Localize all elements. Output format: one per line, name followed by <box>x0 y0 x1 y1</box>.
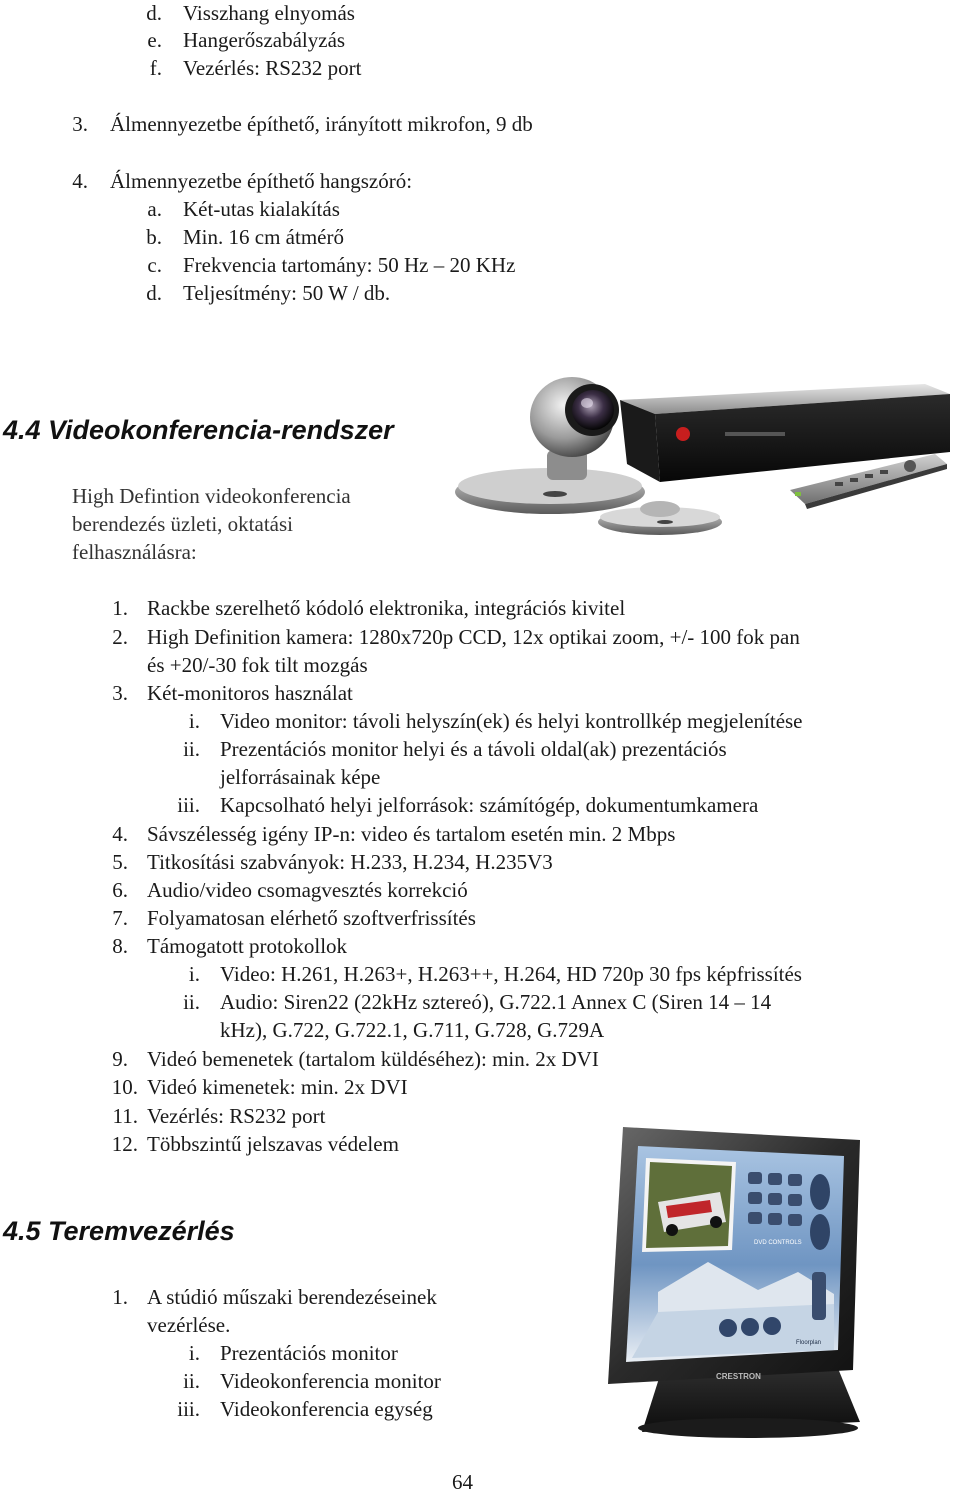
list-item: Videokonferencia egység <box>220 1397 433 1421</box>
list-item: Frekvencia tartomány: 50 Hz – 20 KHz <box>183 253 516 277</box>
list-marker: 6. <box>112 878 128 902</box>
list-marker: 9. <box>112 1047 128 1071</box>
brand-logo: CRESTRON <box>716 1372 761 1381</box>
list-marker: d. <box>146 281 162 305</box>
list-marker: d. <box>146 1 162 25</box>
list-marker: i. <box>188 709 200 733</box>
section-intro: felhasználásra: <box>72 540 197 564</box>
list-item: Kapcsolható helyi jelforrások: számítógép, dokumentumkamera <box>220 793 759 817</box>
list-item-continued: jelforrásainak képe <box>220 765 381 789</box>
list-item-continued: kHz), G.722, G.722.1, G.711, G.728, G.729A <box>220 1018 605 1042</box>
list-marker: iii. <box>177 793 200 817</box>
list-marker: e. <box>147 28 162 52</box>
list-item: Vezérlés: RS232 port <box>147 1104 326 1128</box>
list-item: Videó bemenetek (tartalom küldéséhez): min. 2x DVI <box>147 1047 599 1071</box>
list-marker: 5. <box>112 850 128 874</box>
list-marker: f. <box>149 56 162 80</box>
list-item: Prezentációs monitor <box>220 1341 398 1365</box>
list-item: Többszintű jelszavas védelem <box>147 1132 399 1156</box>
list-item: Rackbe szerelhető kódoló elektronika, integrációs kivitel <box>147 596 626 620</box>
section-intro: berendezés üzleti, oktatási <box>72 512 293 536</box>
list-marker: 7. <box>112 906 128 930</box>
list-item: Videokonferencia monitor <box>220 1369 441 1393</box>
list-item: Két-monitoros használat <box>147 681 353 705</box>
list-marker: ii. <box>183 990 200 1014</box>
section-heading: 4.5 Teremvezérlés <box>3 1216 235 1246</box>
list-item: Videó kimenetek: min. 2x DVI <box>147 1075 408 1099</box>
list-marker: 4. <box>112 822 128 846</box>
screen-label: DVD CONTROLS <box>754 1240 802 1246</box>
list-item: Álmennyezetbe építhető hangszóró: <box>110 169 413 193</box>
list-item: Vezérlés: RS232 port <box>183 56 362 80</box>
list-marker: ii. <box>183 1369 200 1393</box>
list-marker: 2. <box>112 625 128 649</box>
section-intro: High Defintion videokonferencia <box>72 484 351 508</box>
list-marker: iii. <box>177 1397 200 1421</box>
list-item: Hangerőszabályzás <box>183 28 346 52</box>
list-item: Álmennyezetbe építhető, irányított mikrofon, 9 db <box>110 112 533 136</box>
list-item: Két-utas kialakítás <box>183 197 340 221</box>
list-item: Audio/video csomagvesztés korrekció <box>147 878 468 902</box>
screen-corner-label: Floorplan <box>796 1340 822 1346</box>
list-marker: 10. <box>111 1075 138 1099</box>
list-marker: b. <box>146 225 162 249</box>
list-marker: 11. <box>112 1104 138 1128</box>
list-item: Prezentációs monitor helyi és a távoli oldal(ak) prezentációs <box>220 737 727 761</box>
page-number: 64 <box>452 1470 473 1494</box>
list-marker: i. <box>188 1341 200 1365</box>
list-item: Sávszélesség igény IP-n: video és tartalom esetén min. 2 Mbps <box>147 822 676 846</box>
list-marker: i. <box>188 962 200 986</box>
list-marker: 1. <box>112 596 128 620</box>
list-item: Min. 16 cm átmérő <box>183 225 344 249</box>
list-marker: 8. <box>112 934 128 958</box>
list-item: A stúdió műszaki berendezéseinek <box>147 1285 437 1309</box>
section-heading: 4.4 Videokonferencia-rendszer <box>3 415 394 445</box>
list-marker: 12. <box>111 1132 138 1156</box>
list-item: Titkosítási szabványok: H.233, H.234, H.235V3 <box>147 850 553 874</box>
list-marker: a. <box>147 197 162 221</box>
list-marker: 1. <box>112 1285 128 1309</box>
videoconference-system-image <box>455 372 955 557</box>
list-marker: 3. <box>112 681 128 705</box>
list-marker: 3. <box>72 112 88 136</box>
list-item: Video: H.261, H.263+, H.263++, H.264, HD 720p 30 fps képfrissítés <box>220 962 802 986</box>
list-marker: 4. <box>72 169 88 193</box>
list-marker: c. <box>147 253 162 277</box>
list-item-continued: vezérlése. <box>147 1313 231 1337</box>
touchpanel-image <box>598 1122 878 1440</box>
list-item: Támogatott protokollok <box>147 934 348 958</box>
list-marker: ii. <box>183 737 200 761</box>
list-item: Audio: Siren22 (22kHz sztereó), G.722.1 Annex C (Siren 14 – 14 <box>220 990 772 1014</box>
list-item: Video monitor: távoli helyszín(ek) és helyi kontrollkép megjelenítése <box>220 709 803 733</box>
list-item: Visszhang elnyomás <box>183 1 355 25</box>
list-item: High Definition kamera: 1280x720p CCD, 12x optikai zoom, +/- 100 fok pan <box>147 625 800 649</box>
list-item-continued: és +20/-30 fok tilt mozgás <box>147 653 368 677</box>
list-item: Folyamatosan elérhető szoftverfrissítés <box>147 906 476 930</box>
list-item: Teljesítmény: 50 W / db. <box>183 281 391 305</box>
